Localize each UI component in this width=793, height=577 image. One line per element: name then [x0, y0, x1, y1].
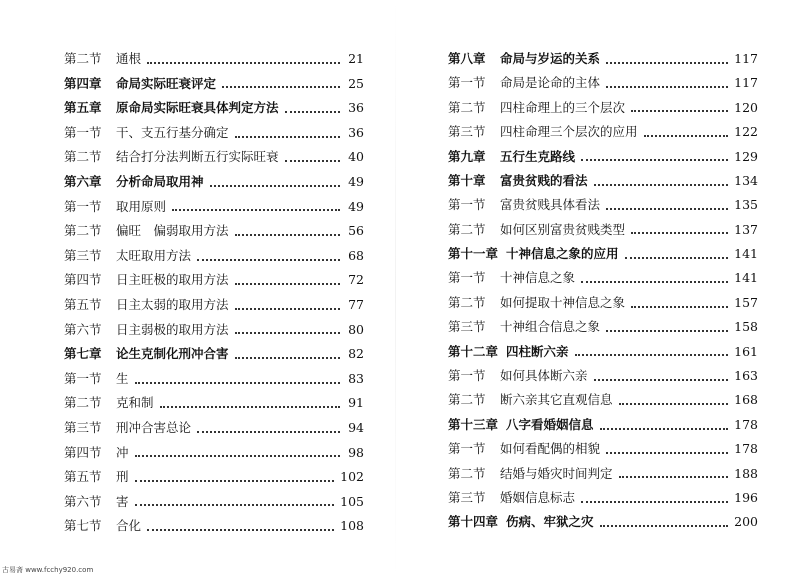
toc-chapter-entry[interactable] — [448, 510, 758, 534]
toc-entry-label: 第一节 — [64, 198, 102, 214]
toc-page-number: 77 — [348, 296, 364, 312]
toc-entry-label: 第十二章 — [448, 343, 499, 359]
toc-entry-title: 论生克制化刑冲合害 — [116, 346, 229, 362]
dot-leader — [619, 475, 729, 478]
page-gutter — [395, 0, 396, 577]
toc-entry-title: 冲 — [116, 444, 129, 460]
toc-entry-label: 第一节 — [448, 75, 486, 91]
toc-entry-title: 通根 — [116, 51, 142, 67]
toc-right-page — [448, 47, 758, 535]
toc-section-entry[interactable] — [448, 364, 758, 388]
toc-entry-title: 合化 — [116, 518, 142, 534]
dot-leader — [600, 524, 729, 527]
toc-page-number: 82 — [348, 346, 364, 362]
dot-leader — [197, 258, 340, 261]
toc-entry-label: 第一节 — [64, 124, 102, 140]
toc-page-number: 98 — [348, 444, 364, 460]
toc-section-entry[interactable] — [64, 195, 364, 220]
toc-section-entry[interactable] — [448, 486, 758, 510]
toc-section-entry[interactable] — [448, 193, 758, 217]
toc-entry-label: 第十一章 — [448, 246, 499, 262]
dot-leader — [135, 381, 340, 384]
toc-page-number: 141 — [734, 270, 758, 286]
toc-entry-title: 如何提取十神信息之象 — [500, 294, 626, 310]
dot-leader — [619, 402, 729, 405]
toc-page-number: 134 — [734, 172, 758, 188]
toc-page-number: 129 — [734, 148, 758, 164]
toc-entry-title: 刑 — [116, 469, 129, 485]
toc-section-entry[interactable] — [64, 268, 364, 293]
toc-entry-label: 第二节 — [448, 221, 486, 237]
toc-entry-title: 原命局实际旺衰具体判定方法 — [116, 100, 279, 116]
toc-page-number: 25 — [348, 75, 364, 91]
watermark-footer: 古易斋 www.fcchy920.com — [2, 566, 94, 574]
toc-entry-title: 婚姻信息标志 — [500, 489, 576, 505]
toc-entry-title: 富贵贫贱的看法 — [500, 172, 588, 188]
toc-section-entry[interactable] — [64, 367, 364, 392]
toc-entry-title: 四柱命理上的三个层次 — [500, 99, 626, 115]
toc-page-number: 163 — [734, 368, 758, 384]
toc-entry-label: 第三节 — [64, 419, 102, 435]
toc-entry-label: 第一节 — [448, 368, 486, 384]
toc-section-entry[interactable] — [448, 291, 758, 315]
dot-leader — [235, 282, 340, 285]
toc-entry-label: 第一节 — [448, 270, 486, 286]
dot-leader — [631, 231, 728, 234]
dot-leader — [147, 528, 334, 531]
toc-section-entry[interactable] — [64, 244, 364, 269]
toc-page-number: 83 — [348, 370, 364, 386]
toc-entry-title: 太旺取用方法 — [116, 247, 192, 263]
dot-leader — [606, 61, 728, 64]
toc-entry-title: 十神信息之象的应用 — [506, 246, 619, 262]
toc-entry-label: 第四节 — [64, 444, 102, 460]
dot-leader — [631, 109, 728, 112]
toc-chapter-entry[interactable] — [448, 145, 758, 169]
toc-page-number: 196 — [734, 489, 758, 505]
toc-entry-label: 第七节 — [64, 518, 102, 534]
toc-entry-title: 十神组合信息之象 — [500, 319, 601, 335]
dot-leader — [581, 500, 728, 503]
toc-chapter-entry[interactable] — [64, 342, 364, 367]
toc-entry-label: 第六章 — [64, 174, 102, 190]
dot-leader — [581, 158, 728, 161]
dot-leader — [631, 305, 728, 308]
toc-section-entry[interactable] — [448, 388, 758, 412]
dot-leader — [135, 479, 335, 482]
toc-section-entry[interactable] — [64, 514, 364, 539]
toc-page-number: 178 — [734, 416, 758, 432]
toc-entry-title: 生 — [116, 370, 129, 386]
toc-section-entry[interactable] — [448, 120, 758, 144]
dot-leader — [172, 208, 340, 211]
toc-page-number: 157 — [734, 294, 758, 310]
toc-entry-title: 如何具体断六亲 — [500, 368, 588, 384]
toc-section-entry[interactable] — [64, 219, 364, 244]
dot-leader — [147, 61, 340, 64]
toc-entry-label: 第二节 — [64, 395, 102, 411]
toc-page-number: 72 — [348, 272, 364, 288]
toc-entry-label: 第十三章 — [448, 416, 499, 432]
dot-leader — [235, 233, 340, 236]
toc-entry-title: 取用原则 — [116, 198, 167, 214]
toc-entry-title: 十神信息之象 — [500, 270, 576, 286]
toc-entry-title: 八字看婚姻信息 — [506, 416, 594, 432]
toc-page-number: 200 — [734, 514, 758, 530]
toc-entry-label: 第四章 — [64, 75, 102, 91]
toc-entry-title: 结婚与婚灾时间判定 — [500, 465, 613, 481]
toc-entry-title: 断六亲其它直观信息 — [500, 392, 613, 408]
toc-page-number: 137 — [734, 221, 758, 237]
toc-page-number: 188 — [734, 465, 758, 481]
dot-leader — [197, 430, 340, 433]
toc-page-number: 80 — [348, 321, 364, 337]
dot-leader — [235, 307, 340, 310]
toc-page-number: 49 — [348, 174, 364, 190]
toc-entry-label: 第十章 — [448, 172, 486, 188]
toc-chapter-entry[interactable] — [448, 169, 758, 193]
toc-entry-label: 第五章 — [64, 100, 102, 116]
dot-leader — [606, 85, 728, 88]
toc-entry-title: 富贵贫贱具体看法 — [500, 197, 601, 213]
dot-leader — [135, 503, 335, 506]
toc-page-number: 135 — [734, 197, 758, 213]
toc-entry-label: 第二节 — [448, 294, 486, 310]
toc-chapter-entry[interactable] — [448, 340, 758, 364]
dot-leader — [285, 159, 340, 162]
toc-entry-label: 第十四章 — [448, 514, 499, 530]
toc-entry-label: 第二节 — [448, 99, 486, 115]
toc-page-number: 36 — [348, 100, 364, 116]
toc-section-entry[interactable] — [64, 490, 364, 515]
toc-entry-title: 如何区别富贵贫贱类型 — [500, 221, 626, 237]
dot-leader — [160, 405, 340, 408]
toc-chapter-entry[interactable] — [448, 47, 758, 71]
toc-page-number: 105 — [340, 493, 364, 509]
toc-entry-label: 第六节 — [64, 321, 102, 337]
toc-section-entry[interactable] — [64, 47, 364, 72]
toc-section-entry[interactable] — [448, 96, 758, 120]
toc-entry-title: 如何看配偶的相貌 — [500, 441, 601, 457]
dot-leader — [581, 280, 728, 283]
toc-page-number: 94 — [348, 419, 364, 435]
dot-leader — [235, 356, 340, 359]
toc-entry-title: 命局实际旺衰评定 — [116, 75, 217, 91]
toc-page-number: 108 — [340, 518, 364, 534]
toc-page-number: 117 — [734, 50, 758, 66]
toc-entry-title: 命局与岁运的关系 — [500, 50, 601, 66]
toc-section-entry[interactable] — [448, 315, 758, 339]
toc-entry-title: 克和制 — [116, 395, 154, 411]
toc-section-entry[interactable] — [448, 218, 758, 242]
dot-leader — [606, 207, 728, 210]
toc-page-number: 36 — [348, 124, 364, 140]
toc-entry-label: 第二节 — [64, 149, 102, 165]
dot-leader — [600, 427, 729, 430]
toc-chapter-entry[interactable] — [448, 413, 758, 437]
toc-entry-label: 第七章 — [64, 346, 102, 362]
toc-left-page — [64, 47, 364, 539]
toc-section-entry[interactable] — [448, 437, 758, 461]
toc-section-entry[interactable] — [64, 391, 364, 416]
dot-leader — [644, 134, 729, 137]
toc-entry-title: 分析命局取用神 — [116, 174, 204, 190]
dot-leader — [606, 329, 728, 332]
toc-page-number: 168 — [734, 392, 758, 408]
toc-entry-label: 第一节 — [64, 370, 102, 386]
toc-section-entry[interactable] — [64, 145, 364, 170]
toc-section-entry[interactable] — [64, 318, 364, 343]
toc-page-number: 40 — [348, 149, 364, 165]
dot-leader — [606, 451, 728, 454]
toc-page-number: 120 — [734, 99, 758, 115]
dot-leader — [135, 454, 340, 457]
dot-leader — [210, 184, 340, 187]
toc-entry-label: 第八章 — [448, 50, 486, 66]
toc-entry-label: 第一节 — [448, 197, 486, 213]
dot-leader — [594, 183, 729, 186]
toc-entry-title: 日主旺极的取用方法 — [116, 272, 229, 288]
toc-entry-title: 四柱命理三个层次的应用 — [500, 124, 638, 140]
toc-entry-label: 第一节 — [448, 441, 486, 457]
toc-entry-label: 第五节 — [64, 296, 102, 312]
toc-section-entry[interactable] — [64, 293, 364, 318]
toc-entry-label: 第三节 — [448, 319, 486, 335]
toc-entry-label: 第二节 — [448, 392, 486, 408]
toc-entry-title: 刑冲合害总论 — [116, 419, 192, 435]
toc-entry-title: 日主弱极的取用方法 — [116, 321, 229, 337]
toc-page-number: 49 — [348, 198, 364, 214]
toc-entry-label: 第三节 — [64, 247, 102, 263]
toc-page-number: 91 — [348, 395, 364, 411]
toc-section-entry[interactable] — [448, 462, 758, 486]
toc-entry-label: 第五节 — [64, 469, 102, 485]
toc-chapter-entry[interactable] — [64, 72, 364, 97]
toc-entry-label: 第九章 — [448, 148, 486, 164]
toc-entry-title: 结合打分法判断五行实际旺衰 — [116, 149, 279, 165]
toc-page-number: 122 — [734, 124, 758, 140]
toc-chapter-entry[interactable] — [64, 170, 364, 195]
toc-chapter-entry[interactable] — [64, 96, 364, 121]
toc-entry-label: 第三节 — [448, 489, 486, 505]
toc-entry-title: 五行生克路线 — [500, 148, 576, 164]
dot-leader — [625, 256, 729, 259]
toc-entry-label: 第三节 — [448, 124, 486, 140]
toc-section-entry[interactable] — [64, 416, 364, 441]
toc-page-number: 158 — [734, 319, 758, 335]
toc-entry-title: 四柱断六亲 — [506, 343, 569, 359]
toc-entry-title: 害 — [116, 493, 129, 509]
dot-leader — [222, 85, 340, 88]
toc-page-number: 56 — [348, 223, 364, 239]
toc-entry-label: 第二节 — [64, 223, 102, 239]
toc-page-number: 102 — [340, 469, 364, 485]
toc-page-number: 117 — [734, 75, 758, 91]
dot-leader — [594, 378, 729, 381]
toc-section-entry[interactable] — [64, 121, 364, 146]
dot-leader — [575, 353, 729, 356]
toc-chapter-entry[interactable] — [448, 242, 758, 266]
toc-section-entry[interactable] — [448, 267, 758, 291]
dot-leader — [285, 110, 340, 113]
dot-leader — [235, 135, 340, 138]
toc-section-entry[interactable] — [64, 441, 364, 466]
toc-entry-label: 第六节 — [64, 493, 102, 509]
toc-page-number: 141 — [734, 246, 758, 262]
toc-entry-label: 第二节 — [64, 51, 102, 67]
toc-page-number: 178 — [734, 441, 758, 457]
toc-section-entry[interactable] — [64, 465, 364, 490]
toc-entry-title: 日主太弱的取用方法 — [116, 296, 229, 312]
toc-entry-label: 第二节 — [448, 465, 486, 481]
toc-entry-label: 第四节 — [64, 272, 102, 288]
toc-page-number: 68 — [348, 247, 364, 263]
toc-entry-title: 干、支五行基分确定 — [116, 124, 229, 140]
toc-section-entry[interactable] — [448, 71, 758, 95]
toc-entry-title: 偏旺 偏弱取用方法 — [116, 223, 229, 239]
toc-entry-title: 伤病、牢狱之灾 — [506, 514, 594, 530]
toc-entry-title: 命局是论命的主体 — [500, 75, 601, 91]
toc-page-number: 21 — [348, 51, 364, 67]
dot-leader — [235, 331, 340, 334]
toc-page-number: 161 — [734, 343, 758, 359]
